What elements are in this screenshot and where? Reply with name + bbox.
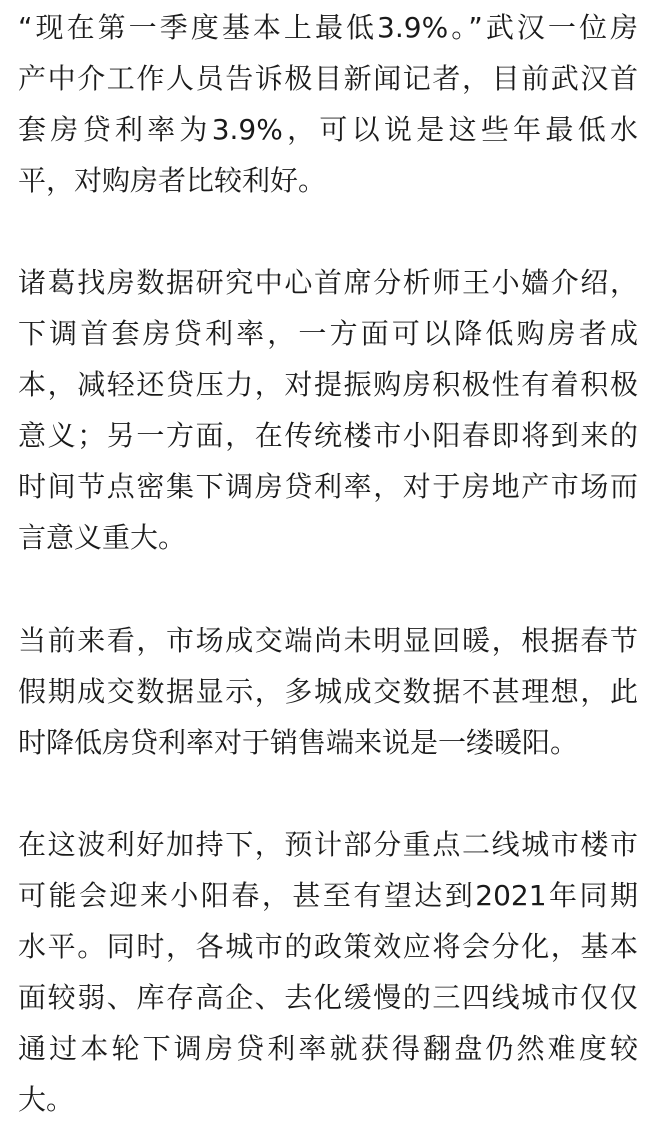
text-line: 言意义重大。: [18, 521, 187, 554]
text-line: 本，减轻还贷压力，对提振购房积极性有着积极: [18, 368, 638, 401]
text-line: 时降低房贷利率对于销售端来说是一缕暖阳。: [18, 726, 579, 759]
text-line: 假期成交数据显示，多城成交数据不甚理想，此: [18, 675, 638, 708]
text-line: 产中介工作人员告诉极目新闻记者，目前武汉首: [18, 62, 638, 95]
text-line: “现在第一季度基本上最低3.9%。”武汉一位房: [18, 11, 638, 44]
text-line: 面较弱、库存高企、去化缓慢的三四线城市仅仅: [18, 981, 638, 1014]
text-line: 平，对购房者比较利好。: [18, 164, 327, 197]
text-line: 时间节点密集下调房贷利率，对于房地产市场而: [18, 470, 638, 503]
text-line: 大。: [18, 1083, 75, 1116]
text-line: 当前来看，市场成交端尚未明显回暖，根据春节: [18, 624, 638, 657]
text-line: 水平。同时，各城市的政策效应将会分化，基本: [18, 930, 638, 963]
text-line: 套房贷利率为3.9%，可以说是这些年最低水: [18, 113, 638, 146]
text-line: 下调首套房贷利率，一方面可以降低购房者成: [18, 317, 638, 350]
text-line: 通过本轮下调房贷利率就获得翻盘仍然难度较: [18, 1032, 638, 1065]
text-line: 可能会迎来小阳春，甚至有望达到2021年同期: [18, 879, 638, 912]
text-line: 在这波利好加持下，预计部分重点二线城市楼市: [18, 828, 638, 861]
text-line: 意义；另一方面，在传统楼市小阳春即将到来的: [18, 419, 638, 452]
text-line: 诸葛找房数据研究中心首席分析师王小嬙介绍，: [18, 266, 638, 299]
